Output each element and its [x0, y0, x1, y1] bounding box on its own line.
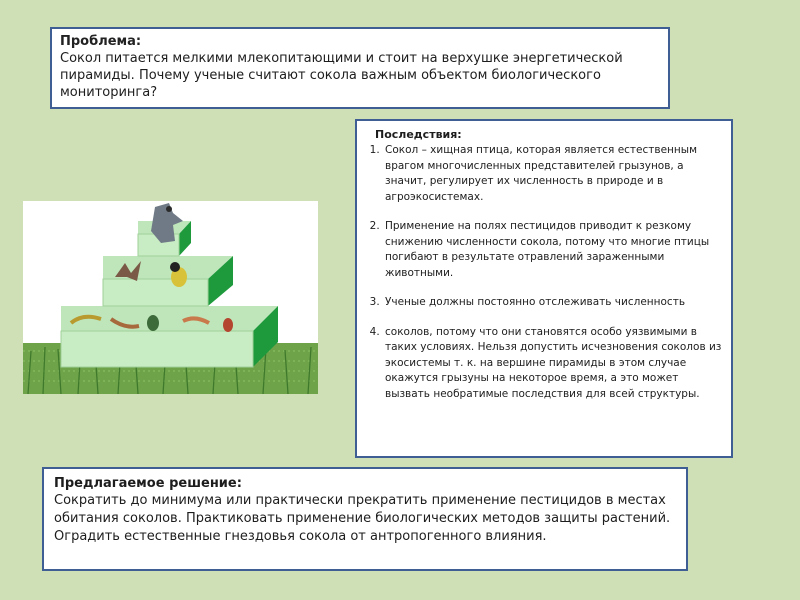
solution-text: Сократить до минимума или практически прекратить применение пестицидов в местах обитания соколов. Практиковать применение биологических методов защиты растений. Оградить естественные гнездовья сокола от антропогенного влияния. [54, 493, 671, 544]
list-item: 4. соколов, потому что они становятся особо уязвимыми в таких условиях. Нельзя допустить исчезновения соколов из экосистемы т. к. на вершине пирамиды в этом случае окажутся грызуны на некоторое время, а это может вызвать необратимые последствия для всей структуры. [383, 325, 723, 403]
solution-panel [42, 467, 688, 571]
solution-heading: Предлагаемое решение: [54, 476, 242, 491]
list-item: 2. Применение на полях пестицидов приводит к резкому снижению численности сокола, потому что многие птицы погибают в результате отравлений зараженными животными. [383, 219, 723, 281]
consequences-panel [355, 119, 733, 458]
energy-pyramid-illustration [23, 201, 318, 394]
problem-text: Сокол питается мелкими млекопитающими и стоит на верхушке энергетической пирамиды. Почему ученые считают сокола важным объектом биологического мониторинга? [60, 51, 623, 100]
problem-heading: Проблема: [60, 34, 142, 49]
pyramid-bottom-face [61, 331, 253, 367]
pyramid-middle-face [103, 279, 208, 306]
consequences-list [367, 143, 723, 402]
problem-panel [50, 27, 670, 109]
list-item: 3. Ученые должны постоянно отслеживать численность [383, 295, 723, 311]
list-item: 1. Сокол – хищная птица, которая является естественным врагом многочисленных представителей грызунов, а значит, регулирует их численность в природе и в агроэкосистемах. [383, 143, 723, 205]
consequences-heading: Последствия: [375, 128, 462, 141]
